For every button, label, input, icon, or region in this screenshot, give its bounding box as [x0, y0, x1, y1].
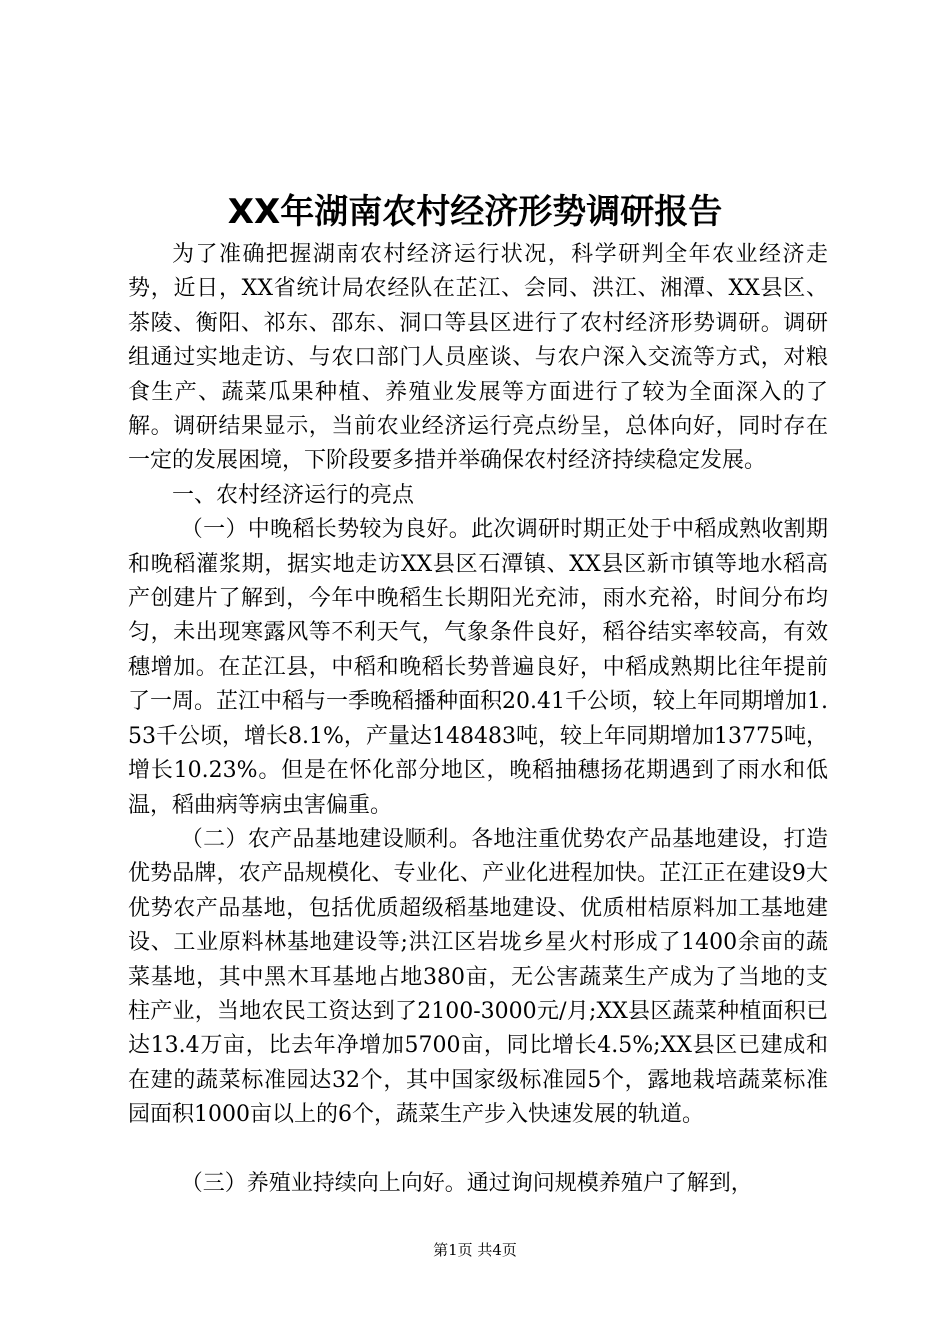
- document-title: XX年湖南农村经济形势调研报告: [227, 192, 723, 232]
- document-body: [128, 238, 828, 1201]
- page-indicator: 第1页 共4页: [433, 1241, 517, 1259]
- subsection-paragraph-3: （三）养殖业持续向上向好。通过询问规模养殖户了解到，: [180, 1170, 753, 1196]
- section-heading: 一、农村经济运行的亮点: [172, 482, 415, 508]
- subsection-paragraph-2: （二）农产品基地建设顺利。各地注重优势农产品基地建设，打造优势品牌，农产品规模化、专业化、产业化进程加快。芷江正在建设9大优势农产品基地，包括优质超级稻基地建设、优质柑桔原料加工基地建设、工业原料林基地建设等;洪江区岩垅乡星火村形成了1400余亩的蔬菜基地，其中黑木耳基地占地380亩，无公害蔬菜生产成为了当地的支柱产业，当地农民工资达到了2100-3000元/月;XX县区蔬菜种植面积已达13.4万亩，比去年净增加5700亩，同比增长4.5%;XX县区已建成和在建的蔬菜标准园达32个，其中国家级标准园5个，露地栽培蔬菜标准园面积1000亩以上的6个，蔬菜生产步入快速发展的轨道。: [128, 826, 828, 1128]
- subsection-paragraph-1: （一）中晚稻长势较为良好。此次调研时期正处于中稻成熟收割期和晚稻灌浆期，据实地走访XX县区石潭镇、XX县区新市镇等地水稻高产创建片了解到，今年中晚稻生长期阳光充沛，雨水充裕，时间分布均匀，未出现寒露风等不利天气，气象条件良好，稻谷结实率较高，有效穗增加。在芷江县，中稻和晚稻长势普遍良好，中稻成熟期比往年提前了一周。芷江中稻与一季晚稻播种面积20.41千公顷，较上年同期增加1.53千公顷，增长8.1%，产量达148483吨，较上年同期增加13775吨，增长10.23%。但是在怀化部分地区，晚稻抽穗扬花期遇到了雨水和低温，稻曲病等病虫害偏重。: [128, 517, 828, 818]
- intro-paragraph: 为了准确把握湖南农村经济运行状况，科学研判全年农业经济走势，近日，XX省统计局农经队在芷江、会同、洪江、湘潭、XX县区、茶陵、衡阳、祁东、邵东、洞口等县区进行了农村经济形势调研。调研组通过实地走访、与农口部门人员座谈、与农户深入交流等方式，对粮食生产、蔬菜瓜果种植、养殖业发展等方面进行了较为全面深入的了解。调研结果显示，当前农业经济运行亮点纷呈，总体向好，同时存在一定的发展困境，下阶段要多措并举确保农村经济持续稳定发展。: [128, 242, 828, 474]
